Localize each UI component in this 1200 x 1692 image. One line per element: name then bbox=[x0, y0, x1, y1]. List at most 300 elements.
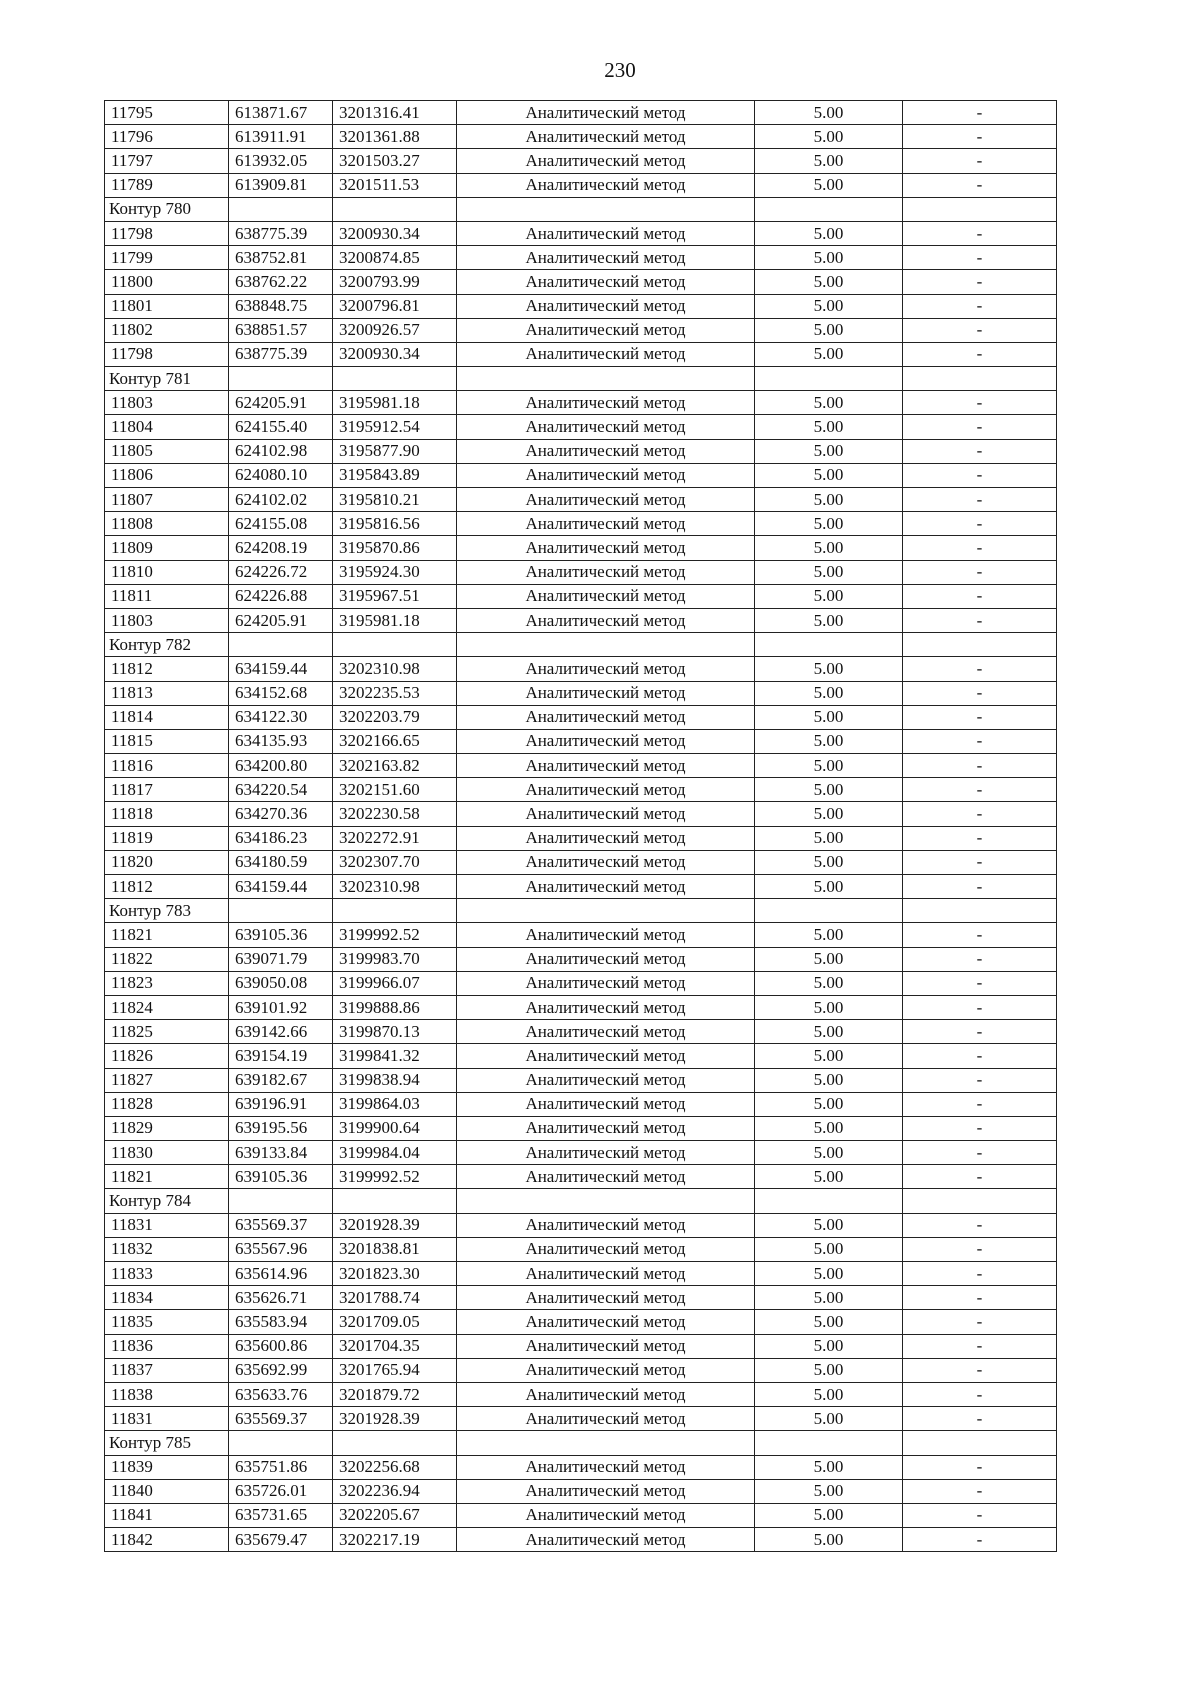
empty-cell bbox=[457, 633, 755, 657]
x-coordinate-cell: 635567.96 bbox=[229, 1237, 333, 1261]
description-cell: - bbox=[903, 657, 1057, 681]
point-id-cell: 11813 bbox=[105, 681, 229, 705]
description-cell: - bbox=[903, 173, 1057, 197]
point-id-cell: 11806 bbox=[105, 463, 229, 487]
precision-cell: 5.00 bbox=[755, 971, 903, 995]
precision-cell: 5.00 bbox=[755, 681, 903, 705]
method-cell: Аналитический метод bbox=[457, 1262, 755, 1286]
table-row bbox=[105, 318, 1057, 342]
method-cell: Аналитический метод bbox=[457, 995, 755, 1019]
table-row bbox=[105, 1237, 1057, 1261]
point-id-cell: 11830 bbox=[105, 1141, 229, 1165]
contour-header-row bbox=[105, 367, 1057, 391]
x-coordinate-cell: 635726.01 bbox=[229, 1479, 333, 1503]
table-row bbox=[105, 1310, 1057, 1334]
point-id-cell: 11835 bbox=[105, 1310, 229, 1334]
contour-header-row bbox=[105, 633, 1057, 657]
method-cell: Аналитический метод bbox=[457, 1092, 755, 1116]
contour-label: Контур 780 bbox=[105, 197, 229, 221]
y-coordinate-cell: 3201503.27 bbox=[333, 149, 457, 173]
description-cell: - bbox=[903, 101, 1057, 125]
x-coordinate-cell: 639071.79 bbox=[229, 947, 333, 971]
description-cell: - bbox=[903, 1092, 1057, 1116]
precision-cell: 5.00 bbox=[755, 802, 903, 826]
precision-cell: 5.00 bbox=[755, 1407, 903, 1431]
description-cell: - bbox=[903, 729, 1057, 753]
empty-cell bbox=[333, 367, 457, 391]
y-coordinate-cell: 3202310.98 bbox=[333, 657, 457, 681]
x-coordinate-cell: 639196.91 bbox=[229, 1092, 333, 1116]
description-cell: - bbox=[903, 995, 1057, 1019]
table-row bbox=[105, 463, 1057, 487]
precision-cell: 5.00 bbox=[755, 173, 903, 197]
point-id-cell: 11798 bbox=[105, 342, 229, 366]
table-row bbox=[105, 342, 1057, 366]
point-id-cell: 11824 bbox=[105, 995, 229, 1019]
empty-cell bbox=[229, 367, 333, 391]
x-coordinate-cell: 624205.91 bbox=[229, 391, 333, 415]
method-cell: Аналитический метод bbox=[457, 1334, 755, 1358]
description-cell: - bbox=[903, 536, 1057, 560]
x-coordinate-cell: 635569.37 bbox=[229, 1407, 333, 1431]
y-coordinate-cell: 3202163.82 bbox=[333, 754, 457, 778]
y-coordinate-cell: 3199841.32 bbox=[333, 1044, 457, 1068]
y-coordinate-cell: 3201788.74 bbox=[333, 1286, 457, 1310]
y-coordinate-cell: 3202203.79 bbox=[333, 705, 457, 729]
x-coordinate-cell: 635692.99 bbox=[229, 1358, 333, 1382]
precision-cell: 5.00 bbox=[755, 318, 903, 342]
table-row bbox=[105, 875, 1057, 899]
precision-cell: 5.00 bbox=[755, 754, 903, 778]
table-row bbox=[105, 415, 1057, 439]
precision-cell: 5.00 bbox=[755, 1528, 903, 1552]
precision-cell: 5.00 bbox=[755, 391, 903, 415]
empty-cell bbox=[457, 1431, 755, 1455]
y-coordinate-cell: 3201838.81 bbox=[333, 1237, 457, 1261]
method-cell: Аналитический метод bbox=[457, 1479, 755, 1503]
point-id-cell: 11822 bbox=[105, 947, 229, 971]
contour-header-row bbox=[105, 197, 1057, 221]
table-row bbox=[105, 1141, 1057, 1165]
method-cell: Аналитический метод bbox=[457, 1286, 755, 1310]
method-cell: Аналитический метод bbox=[457, 971, 755, 995]
precision-cell: 5.00 bbox=[755, 705, 903, 729]
point-id-cell: 11833 bbox=[105, 1262, 229, 1286]
point-id-cell: 11827 bbox=[105, 1068, 229, 1092]
table-row bbox=[105, 657, 1057, 681]
description-cell: - bbox=[903, 1237, 1057, 1261]
contour-label: Контур 781 bbox=[105, 367, 229, 391]
precision-cell: 5.00 bbox=[755, 850, 903, 874]
precision-cell: 5.00 bbox=[755, 1165, 903, 1189]
coordinates-table-body bbox=[105, 101, 1057, 1552]
y-coordinate-cell: 3199992.52 bbox=[333, 1165, 457, 1189]
method-cell: Аналитический метод bbox=[457, 318, 755, 342]
precision-cell: 5.00 bbox=[755, 1455, 903, 1479]
table-row bbox=[105, 995, 1057, 1019]
method-cell: Аналитический метод bbox=[457, 584, 755, 608]
method-cell: Аналитический метод bbox=[457, 608, 755, 632]
point-id-cell: 11831 bbox=[105, 1213, 229, 1237]
x-coordinate-cell: 634200.80 bbox=[229, 754, 333, 778]
precision-cell: 5.00 bbox=[755, 101, 903, 125]
y-coordinate-cell: 3195981.18 bbox=[333, 391, 457, 415]
table-row bbox=[105, 173, 1057, 197]
empty-cell bbox=[333, 1189, 457, 1213]
description-cell: - bbox=[903, 1141, 1057, 1165]
table-row bbox=[105, 1503, 1057, 1527]
method-cell: Аналитический метод bbox=[457, 875, 755, 899]
precision-cell: 5.00 bbox=[755, 294, 903, 318]
table-row bbox=[105, 391, 1057, 415]
y-coordinate-cell: 3202310.98 bbox=[333, 875, 457, 899]
y-coordinate-cell: 3199838.94 bbox=[333, 1068, 457, 1092]
y-coordinate-cell: 3195981.18 bbox=[333, 608, 457, 632]
precision-cell: 5.00 bbox=[755, 1237, 903, 1261]
empty-cell bbox=[333, 633, 457, 657]
description-cell: - bbox=[903, 778, 1057, 802]
x-coordinate-cell: 635626.71 bbox=[229, 1286, 333, 1310]
x-coordinate-cell: 613932.05 bbox=[229, 149, 333, 173]
point-id-cell: 11826 bbox=[105, 1044, 229, 1068]
x-coordinate-cell: 638775.39 bbox=[229, 221, 333, 245]
x-coordinate-cell: 634159.44 bbox=[229, 657, 333, 681]
point-id-cell: 11814 bbox=[105, 705, 229, 729]
description-cell: - bbox=[903, 1116, 1057, 1140]
y-coordinate-cell: 3202230.58 bbox=[333, 802, 457, 826]
x-coordinate-cell: 624102.98 bbox=[229, 439, 333, 463]
x-coordinate-cell: 634135.93 bbox=[229, 729, 333, 753]
precision-cell: 5.00 bbox=[755, 1092, 903, 1116]
point-id-cell: 11797 bbox=[105, 149, 229, 173]
method-cell: Аналитический метод bbox=[457, 488, 755, 512]
x-coordinate-cell: 635600.86 bbox=[229, 1334, 333, 1358]
y-coordinate-cell: 3195924.30 bbox=[333, 560, 457, 584]
table-row bbox=[105, 681, 1057, 705]
method-cell: Аналитический метод bbox=[457, 1358, 755, 1382]
y-coordinate-cell: 3202256.68 bbox=[333, 1455, 457, 1479]
description-cell: - bbox=[903, 971, 1057, 995]
contour-label: Контур 782 bbox=[105, 633, 229, 657]
description-cell: - bbox=[903, 512, 1057, 536]
table-row bbox=[105, 608, 1057, 632]
x-coordinate-cell: 635731.65 bbox=[229, 1503, 333, 1527]
table-row bbox=[105, 1479, 1057, 1503]
empty-cell bbox=[755, 1431, 903, 1455]
empty-cell bbox=[903, 633, 1057, 657]
empty-cell bbox=[229, 1431, 333, 1455]
method-cell: Аналитический метод bbox=[457, 1237, 755, 1261]
empty-cell bbox=[333, 197, 457, 221]
point-id-cell: 11796 bbox=[105, 125, 229, 149]
table-row bbox=[105, 971, 1057, 995]
description-cell: - bbox=[903, 1286, 1057, 1310]
table-row bbox=[105, 221, 1057, 245]
point-id-cell: 11800 bbox=[105, 270, 229, 294]
coordinates-table bbox=[104, 100, 1057, 1552]
point-id-cell: 11798 bbox=[105, 221, 229, 245]
method-cell: Аналитический метод bbox=[457, 173, 755, 197]
method-cell: Аналитический метод bbox=[457, 1068, 755, 1092]
table-row bbox=[105, 584, 1057, 608]
method-cell: Аналитический метод bbox=[457, 246, 755, 270]
y-coordinate-cell: 3199966.07 bbox=[333, 971, 457, 995]
y-coordinate-cell: 3201511.53 bbox=[333, 173, 457, 197]
point-id-cell: 11812 bbox=[105, 875, 229, 899]
precision-cell: 5.00 bbox=[755, 342, 903, 366]
x-coordinate-cell: 639154.19 bbox=[229, 1044, 333, 1068]
x-coordinate-cell: 635751.86 bbox=[229, 1455, 333, 1479]
x-coordinate-cell: 624155.08 bbox=[229, 512, 333, 536]
description-cell: - bbox=[903, 1020, 1057, 1044]
description-cell: - bbox=[903, 1528, 1057, 1552]
precision-cell: 5.00 bbox=[755, 1044, 903, 1068]
y-coordinate-cell: 3200874.85 bbox=[333, 246, 457, 270]
description-cell: - bbox=[903, 318, 1057, 342]
x-coordinate-cell: 635583.94 bbox=[229, 1310, 333, 1334]
empty-cell bbox=[457, 899, 755, 923]
x-coordinate-cell: 638775.39 bbox=[229, 342, 333, 366]
method-cell: Аналитический метод bbox=[457, 826, 755, 850]
point-id-cell: 11831 bbox=[105, 1407, 229, 1431]
method-cell: Аналитический метод bbox=[457, 923, 755, 947]
point-id-cell: 11789 bbox=[105, 173, 229, 197]
x-coordinate-cell: 624208.19 bbox=[229, 536, 333, 560]
description-cell: - bbox=[903, 246, 1057, 270]
method-cell: Аналитический метод bbox=[457, 1044, 755, 1068]
x-coordinate-cell: 639182.67 bbox=[229, 1068, 333, 1092]
empty-cell bbox=[229, 197, 333, 221]
page-number: 230 bbox=[604, 58, 636, 82]
precision-cell: 5.00 bbox=[755, 657, 903, 681]
precision-cell: 5.00 bbox=[755, 1068, 903, 1092]
x-coordinate-cell: 613871.67 bbox=[229, 101, 333, 125]
table-row bbox=[105, 1092, 1057, 1116]
y-coordinate-cell: 3200796.81 bbox=[333, 294, 457, 318]
y-coordinate-cell: 3201316.41 bbox=[333, 101, 457, 125]
method-cell: Аналитический метод bbox=[457, 560, 755, 584]
description-cell: - bbox=[903, 125, 1057, 149]
empty-cell bbox=[229, 899, 333, 923]
method-cell: Аналитический метод bbox=[457, 221, 755, 245]
contour-header-row bbox=[105, 1189, 1057, 1213]
y-coordinate-cell: 3195810.21 bbox=[333, 488, 457, 512]
table-row bbox=[105, 149, 1057, 173]
table-row bbox=[105, 1068, 1057, 1092]
table-row bbox=[105, 1286, 1057, 1310]
description-cell: - bbox=[903, 463, 1057, 487]
y-coordinate-cell: 3201823.30 bbox=[333, 1262, 457, 1286]
precision-cell: 5.00 bbox=[755, 1479, 903, 1503]
x-coordinate-cell: 624155.40 bbox=[229, 415, 333, 439]
y-coordinate-cell: 3201765.94 bbox=[333, 1358, 457, 1382]
method-cell: Аналитический метод bbox=[457, 1116, 755, 1140]
point-id-cell: 11838 bbox=[105, 1382, 229, 1406]
precision-cell: 5.00 bbox=[755, 439, 903, 463]
precision-cell: 5.00 bbox=[755, 512, 903, 536]
point-id-cell: 11819 bbox=[105, 826, 229, 850]
table-row bbox=[105, 1528, 1057, 1552]
description-cell: - bbox=[903, 1262, 1057, 1286]
method-cell: Аналитический метод bbox=[457, 391, 755, 415]
method-cell: Аналитический метод bbox=[457, 512, 755, 536]
empty-cell bbox=[903, 367, 1057, 391]
table-row bbox=[105, 512, 1057, 536]
x-coordinate-cell: 639105.36 bbox=[229, 1165, 333, 1189]
x-coordinate-cell: 624102.02 bbox=[229, 488, 333, 512]
precision-cell: 5.00 bbox=[755, 125, 903, 149]
table-row bbox=[105, 850, 1057, 874]
method-cell: Аналитический метод bbox=[457, 802, 755, 826]
precision-cell: 5.00 bbox=[755, 488, 903, 512]
precision-cell: 5.00 bbox=[755, 875, 903, 899]
description-cell: - bbox=[903, 608, 1057, 632]
y-coordinate-cell: 3202166.65 bbox=[333, 729, 457, 753]
point-id-cell: 11828 bbox=[105, 1092, 229, 1116]
y-coordinate-cell: 3200930.34 bbox=[333, 221, 457, 245]
table-row bbox=[105, 1116, 1057, 1140]
y-coordinate-cell: 3200930.34 bbox=[333, 342, 457, 366]
point-id-cell: 11817 bbox=[105, 778, 229, 802]
empty-cell bbox=[755, 633, 903, 657]
y-coordinate-cell: 3199900.64 bbox=[333, 1116, 457, 1140]
point-id-cell: 11799 bbox=[105, 246, 229, 270]
precision-cell: 5.00 bbox=[755, 536, 903, 560]
point-id-cell: 11816 bbox=[105, 754, 229, 778]
x-coordinate-cell: 624226.88 bbox=[229, 584, 333, 608]
x-coordinate-cell: 634180.59 bbox=[229, 850, 333, 874]
description-cell: - bbox=[903, 1165, 1057, 1189]
point-id-cell: 11841 bbox=[105, 1503, 229, 1527]
y-coordinate-cell: 3200793.99 bbox=[333, 270, 457, 294]
x-coordinate-cell: 634159.44 bbox=[229, 875, 333, 899]
method-cell: Аналитический метод bbox=[457, 439, 755, 463]
point-id-cell: 11810 bbox=[105, 560, 229, 584]
y-coordinate-cell: 3202151.60 bbox=[333, 778, 457, 802]
y-coordinate-cell: 3202236.94 bbox=[333, 1479, 457, 1503]
table-row bbox=[105, 1044, 1057, 1068]
x-coordinate-cell: 624205.91 bbox=[229, 608, 333, 632]
table-row bbox=[105, 705, 1057, 729]
description-cell: - bbox=[903, 681, 1057, 705]
description-cell: - bbox=[903, 560, 1057, 584]
y-coordinate-cell: 3195816.56 bbox=[333, 512, 457, 536]
description-cell: - bbox=[903, 270, 1057, 294]
precision-cell: 5.00 bbox=[755, 923, 903, 947]
description-cell: - bbox=[903, 221, 1057, 245]
description-cell: - bbox=[903, 705, 1057, 729]
description-cell: - bbox=[903, 1334, 1057, 1358]
point-id-cell: 11842 bbox=[105, 1528, 229, 1552]
precision-cell: 5.00 bbox=[755, 560, 903, 584]
empty-cell bbox=[903, 899, 1057, 923]
description-cell: - bbox=[903, 826, 1057, 850]
description-cell: - bbox=[903, 1479, 1057, 1503]
table-row bbox=[105, 270, 1057, 294]
method-cell: Аналитический метод bbox=[457, 342, 755, 366]
point-id-cell: 11795 bbox=[105, 101, 229, 125]
description-cell: - bbox=[903, 294, 1057, 318]
point-id-cell: 11837 bbox=[105, 1358, 229, 1382]
y-coordinate-cell: 3201704.35 bbox=[333, 1334, 457, 1358]
contour-label: Контур 785 bbox=[105, 1431, 229, 1455]
description-cell: - bbox=[903, 439, 1057, 463]
precision-cell: 5.00 bbox=[755, 415, 903, 439]
precision-cell: 5.00 bbox=[755, 1358, 903, 1382]
y-coordinate-cell: 3201361.88 bbox=[333, 125, 457, 149]
y-coordinate-cell: 3195843.89 bbox=[333, 463, 457, 487]
empty-cell bbox=[333, 1431, 457, 1455]
table-row bbox=[105, 1382, 1057, 1406]
empty-cell bbox=[903, 197, 1057, 221]
y-coordinate-cell: 3199864.03 bbox=[333, 1092, 457, 1116]
x-coordinate-cell: 634270.36 bbox=[229, 802, 333, 826]
table-row bbox=[105, 1455, 1057, 1479]
y-coordinate-cell: 3199984.04 bbox=[333, 1141, 457, 1165]
table-row bbox=[105, 560, 1057, 584]
point-id-cell: 11821 bbox=[105, 1165, 229, 1189]
table-row bbox=[105, 439, 1057, 463]
method-cell: Аналитический метод bbox=[457, 270, 755, 294]
y-coordinate-cell: 3199983.70 bbox=[333, 947, 457, 971]
empty-cell bbox=[903, 1189, 1057, 1213]
precision-cell: 5.00 bbox=[755, 608, 903, 632]
table-row bbox=[105, 1334, 1057, 1358]
point-id-cell: 11836 bbox=[105, 1334, 229, 1358]
y-coordinate-cell: 3202235.53 bbox=[333, 681, 457, 705]
empty-cell bbox=[755, 197, 903, 221]
y-coordinate-cell: 3202217.19 bbox=[333, 1528, 457, 1552]
contour-label: Контур 784 bbox=[105, 1189, 229, 1213]
table-row bbox=[105, 125, 1057, 149]
description-cell: - bbox=[903, 1358, 1057, 1382]
y-coordinate-cell: 3199888.86 bbox=[333, 995, 457, 1019]
precision-cell: 5.00 bbox=[755, 1262, 903, 1286]
y-coordinate-cell: 3201879.72 bbox=[333, 1382, 457, 1406]
method-cell: Аналитический метод bbox=[457, 947, 755, 971]
precision-cell: 5.00 bbox=[755, 1213, 903, 1237]
x-coordinate-cell: 634122.30 bbox=[229, 705, 333, 729]
x-coordinate-cell: 634220.54 bbox=[229, 778, 333, 802]
description-cell: - bbox=[903, 947, 1057, 971]
x-coordinate-cell: 639050.08 bbox=[229, 971, 333, 995]
method-cell: Аналитический метод bbox=[457, 463, 755, 487]
table-row bbox=[105, 729, 1057, 753]
contour-label: Контур 783 bbox=[105, 899, 229, 923]
empty-cell bbox=[333, 899, 457, 923]
description-cell: - bbox=[903, 850, 1057, 874]
method-cell: Аналитический метод bbox=[457, 1503, 755, 1527]
method-cell: Аналитический метод bbox=[457, 754, 755, 778]
table-row bbox=[105, 778, 1057, 802]
precision-cell: 5.00 bbox=[755, 270, 903, 294]
description-cell: - bbox=[903, 1068, 1057, 1092]
precision-cell: 5.00 bbox=[755, 246, 903, 270]
precision-cell: 5.00 bbox=[755, 149, 903, 173]
y-coordinate-cell: 3202205.67 bbox=[333, 1503, 457, 1527]
table-row bbox=[105, 947, 1057, 971]
point-id-cell: 11808 bbox=[105, 512, 229, 536]
empty-cell bbox=[457, 367, 755, 391]
empty-cell bbox=[457, 1189, 755, 1213]
x-coordinate-cell: 635633.76 bbox=[229, 1382, 333, 1406]
method-cell: Аналитический метод bbox=[457, 1165, 755, 1189]
precision-cell: 5.00 bbox=[755, 1382, 903, 1406]
point-id-cell: 11812 bbox=[105, 657, 229, 681]
description-cell: - bbox=[903, 1044, 1057, 1068]
point-id-cell: 11823 bbox=[105, 971, 229, 995]
method-cell: Аналитический метод bbox=[457, 850, 755, 874]
